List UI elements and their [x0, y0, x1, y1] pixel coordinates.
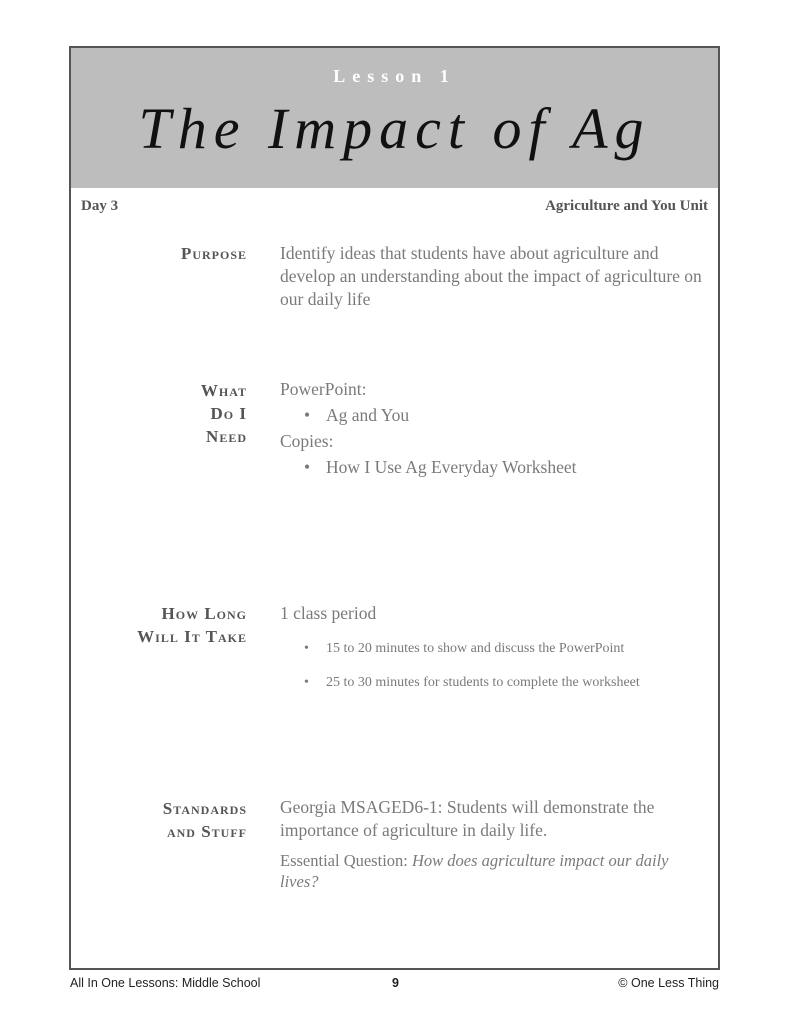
- standards-content: [280, 796, 705, 892]
- standard-text: Georgia MSAGED6-1: Students will demonstrate the importance of agriculture in daily life.: [280, 797, 655, 840]
- need-content: [280, 378, 710, 479]
- day-label: Day 3: [81, 198, 119, 214]
- duration-label: How Long Will It Take: [137, 604, 247, 646]
- footer-left: All In One Lessons: Middle School: [70, 976, 261, 990]
- lesson-frame: [69, 46, 720, 970]
- unit-label: Agriculture and You Unit: [545, 198, 708, 214]
- duration-content: [280, 602, 720, 693]
- need-label: What Do I Need: [200, 381, 247, 446]
- lesson-number: Lesson 1: [333, 66, 456, 86]
- list-item: • 25 to 30 minutes for students to complete the worksheet: [326, 673, 720, 693]
- duration-list: [280, 639, 720, 693]
- standards-label: Standards and Stuff: [162, 799, 247, 841]
- powerpoint-list: [280, 404, 710, 427]
- page-title: The Impact of Ag: [138, 96, 651, 161]
- title-banner: [71, 48, 718, 188]
- purpose-label: Purpose: [180, 244, 247, 263]
- footer-right: © One Less Thing: [618, 976, 719, 990]
- powerpoint-label: PowerPoint:: [280, 379, 367, 399]
- list-item: • Ag and You: [326, 404, 710, 427]
- list-item: • How I Use Ag Everyday Worksheet: [326, 456, 710, 479]
- purpose-text: Identify ideas that students have about agriculture and develop an understanding about the impact of agriculture on our daily life: [280, 243, 702, 309]
- purpose-content: [280, 242, 710, 311]
- essential-question: Essential Question: How does agriculture impact our daily lives?: [280, 851, 669, 891]
- page-number: 9: [392, 976, 399, 990]
- list-item: • 15 to 20 minutes to show and discuss the PowerPoint: [326, 639, 720, 659]
- copies-label: Copies:: [280, 431, 334, 451]
- copies-list: [280, 456, 710, 479]
- duration-summary: 1 class period: [280, 603, 377, 623]
